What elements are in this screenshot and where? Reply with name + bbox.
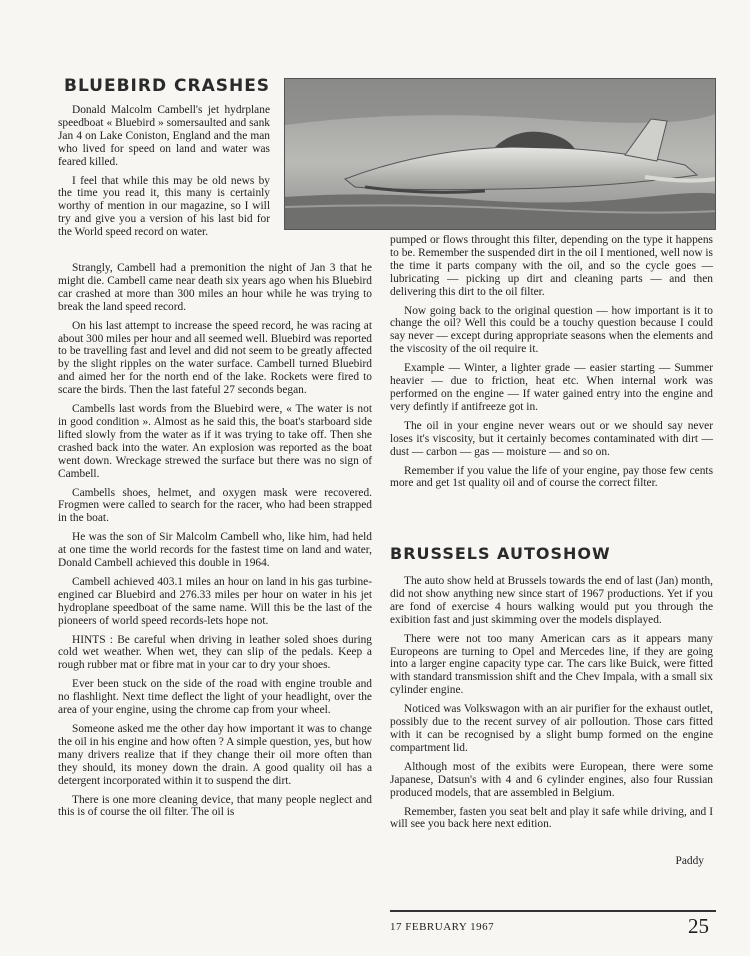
article-paragraph: Now going back to the original question — how important is it to change the oil? Well this could be a touchy question because I could say never — except during appropriate seasons when the elements and the viscosity of the oil require it.: [390, 304, 713, 356]
hints-paragraph: HINTS : Be careful when driving in leather soled shoes during cold wet weather. When wet, they can slip of the pedals. Keep a rough rubber mat or fibre mat in your car to dry your shoes.: [58, 633, 372, 672]
article-paragraph: Cambell achieved 403.1 miles an hour on land in his gas turbine-engined car Bluebird and 276.33 miles per hour on water in his jet hydroplane speedboat of the same name. Will this be the last of the pioneers of world speed records-lets hope not.: [58, 575, 372, 627]
intro-paragraph: Donald Malcolm Cambell's jet hydrplane speedboat « Bluebird » somersaulted and sank Jan 4 on Lake Coniston, England and the man who lived for speed on land and water was feared killed.: [58, 104, 270, 168]
article-paragraph: Strangly, Cambell had a premonition the night of Jan 3 that he might die. Cambell came near death six years ago when his Bluebird car crashed at more than 300 miles an hour while he was trying to break the land speed record.: [58, 262, 372, 313]
article-paragraph: Remember, fasten you seat belt and play it safe while driving, and I will see you back here next edition.: [390, 805, 713, 831]
article-heading-bluebird: BLUEBIRD CRASHES: [64, 76, 271, 96]
intro-column: [58, 104, 270, 245]
article-paragraph: The auto show held at Brussels towards the end of last (Jan) month, did not show anything new since start of 1967 productions. Yet if you are fond of exercise 4 hours walking would put you through the exibition fast and just skimming over the models displayed.: [390, 575, 713, 626]
article-paragraph: Cambells last words from the Bluebird were, « The water is not in good condition ». Almost as he said this, the boat's starboard side lifted slowly from the water as if it was trying to take off. Then she crashed back into the water. An explosion was reported as the boat went down. Wreckage strewed the surface but there was no sign of Cambell.: [58, 403, 372, 480]
article-paragraph: pumped or flows throught this filter, depending on the type it happens to be. Remember the suspended dirt in the oil I mentioned, well now is the time it parts company with the oil, and so the cycle goes — lubricating — picking up dirt and cleaning parts — and then delivering this dirt to the oil filter.: [390, 234, 713, 298]
article-paragraph: There were not too many American cars as it appears many Europeons are turning to Opel and Mercedes line, if they are going into a larger engine capacity type car. The cars like Buick, were fitted with standard transmission shift and the Chev Impala, with a small six cylinder engine.: [390, 632, 713, 697]
article-paragraph: Ever been stuck on the side of the road with engine trouble and no flashlight. Next time deflect the light of your headlight, over the area of your engine, using the chrome cap from your wheel.: [58, 678, 372, 717]
right-column: [390, 234, 713, 496]
article-heading-brussels: BRUSSELS AUTOSHOW: [390, 544, 611, 563]
article-paragraph: Noticed was Volkswagon with an air purifier for the exhaust outlet, possibly due to the recent survey of air polloution. Those cars fitted with it can be recognised by a slight bump formed on the engine compartment lid.: [390, 703, 713, 754]
bluebird-photo: [284, 78, 716, 230]
issue-date: 17 FEBRUARY 1967: [390, 921, 495, 933]
bluebird-boat-image: [285, 79, 716, 230]
article-paragraph: Example — Winter, a lighter grade — easier starting — Summer heavier — due to friction, heat etc. When internal work was performed on the engine — If water gained entry into the engine and very defintly if antifreeze got in.: [390, 362, 713, 413]
footer-divider: [390, 910, 716, 912]
page-number: 25: [688, 914, 709, 938]
intro-paragraph: I feel that while this may be old news by the time you read it, this many is certainly worthy of mention in our magazine, so I will try and give you a version of his last bid for the World speed record on water.: [58, 174, 270, 239]
article-paragraph: Someone asked me the other day how important it was to change the oil in his engine and how often ? A simple question, yes, but how many drivers realize that if they change their oil more often than they should, its money down the drain. A good quality oil has a detergent incorporated within it to suspend the dirt.: [58, 723, 372, 787]
article-paragraph: Cambells shoes, helmet, and oxygen mask were recovered. Frogmen were called to search for the racer, who had been strapped in the boat.: [58, 486, 372, 525]
article-paragraph: He was the son of Sir Malcolm Cambell who, like him, had held at one time the world records for the fastest time on land and water, Donald Cambell achieved this double in 1964.: [58, 531, 372, 570]
article-paragraph: Although most of the exibits were European, there were some Japanese, Datsun's with 4 and 6 cylinder engines, also four Russian produced models, that are assembled in Belgium.: [390, 760, 713, 799]
article-paragraph: On his last attempt to increase the speed record, he was racing at about 300 miles per hour and all seemed well. Bluebird was reported to be travelling fast and level and did not seem to be greatly affected by the slight ripples on the water surface. Cambell turned Bluebird and aimed her for the north end of the lake. Rockets were fired to scare the birds. Then the last fateful 27 seconds began.: [58, 319, 372, 397]
article-paragraph: There is one more cleaning device, that many people neglect and this is of course the oil filter. The oil is: [58, 793, 372, 819]
left-column: [58, 262, 372, 825]
brussels-column: [390, 575, 713, 837]
article-paragraph: Remember if you value the life of your engine, pay those few cents more and get 1st quality oil and of course the correct filter.: [390, 464, 713, 490]
author-signature: Paddy: [675, 855, 704, 867]
article-paragraph: The oil in your engine never wears out or we should say never loses it's viscosity, but it certainly becomes contaminated with dirt — dust — carbon — gas — moisture — and so on.: [390, 419, 713, 458]
